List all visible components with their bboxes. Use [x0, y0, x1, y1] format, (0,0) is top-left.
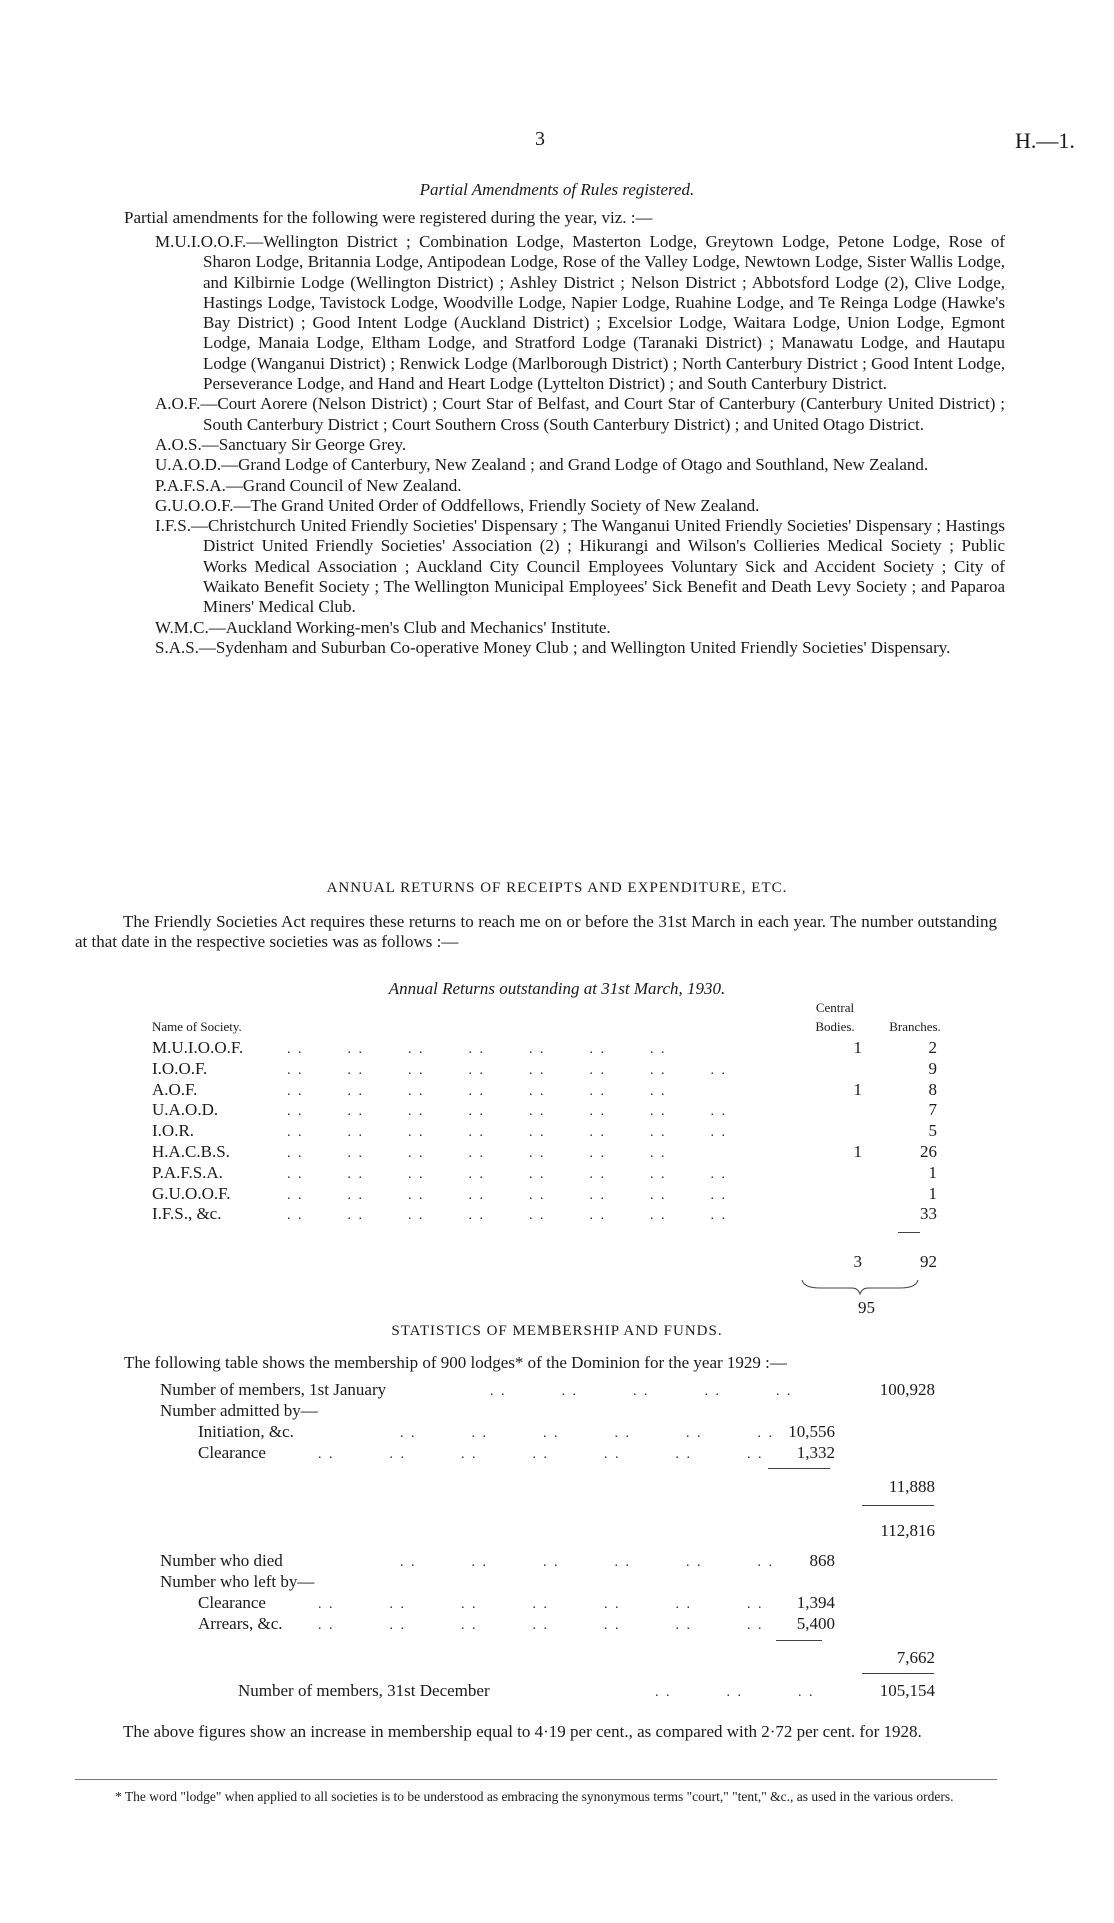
amendment-entry: M.U.I.O.O.F.—Wellington District ; Combination Lodge, Masterton Lodge, Greytown Lodge, Petone Lodge, Rose of Sharon Lodge, Britannia Lodge, Antipodean Lodge, Rose of the Valley Lodge, Newtown Lodge, Sister Wallis Lodge, and Kilbirnie Lodge (Wellington District) ; Ashley District ; Nelson District ; Abbotsford Lodge (2), Clive Lodge, Hastings Lodge, Tavistock Lodge, Woodville Lodge, Napier Lodge, Ruahine Lodge, and Te Reinga Lodge (Hawke's Bay District) ; Good Intent Lodge (Auckland District) ; Excelsior Lodge, Waitara Lodge, Union Lodge, Egmont Lodge, Manaia Lodge, Eltham Lodge, and Stratford Lodge (Taranaki District) ; Manawatu Lodge, and Hautapu Lodge (Wanganui District) ; Renwick Lodge (Marlborough District) ; North Canterbury District ; Good Intent Lodge, Perseverance Lodge, and Hand and Heart Lodge (Lyttelton District) ; and South Canterbury District.: [155, 232, 1005, 394]
membership-conclusion: The above figures show an increase in membership equal to 4·19 per cent., as compared with 2·72 per cent. for 1928.: [123, 1722, 922, 1741]
returns-table-title: Annual Returns outstanding at 31st March, 1930.: [388, 979, 726, 998]
branches-value: 33: [920, 1204, 937, 1224]
died-value: 868: [809, 1551, 835, 1570]
total-central: 3: [853, 1252, 862, 1271]
branches-value: 2: [928, 1038, 937, 1057]
document-reference: H.—1.: [1015, 128, 1075, 153]
clearance-out-label: Clearance: [198, 1593, 266, 1612]
arrears-label: Arrears, &c.: [198, 1614, 283, 1633]
table-row: P.A.F.S.A. . . . . . . . . . . . . . . . . 1: [152, 1162, 937, 1182]
society-name: G.U.O.O.F.: [152, 1183, 231, 1203]
col-central-1: Central: [815, 1000, 855, 1015]
returns-table: [152, 1038, 962, 1225]
partial-amendments-intro: Partial amendments for the following were registered during the year, viz. :—: [124, 208, 653, 227]
amendment-entry: G.U.O.O.F.—The Grand United Order of Oddfellows, Friendly Society of New Zealand.: [155, 495, 760, 515]
amendment-entry: W.M.C.—Auckland Working-men's Club and Mechanics' Institute.: [155, 617, 611, 637]
members-dec-value: 105,154: [879, 1681, 935, 1700]
central-value: 1: [853, 1038, 862, 1057]
footnote-rule: [75, 1779, 997, 1780]
clearance-out-value: 1,394: [796, 1593, 835, 1612]
branches-value: 1: [928, 1183, 937, 1203]
partial-amendments-title: Partial Amendments of Rules registered.: [419, 180, 695, 199]
amendment-entry: U.A.O.D.—Grand Lodge of Canterbury, New Zealand ; and Grand Lodge of Otago and Southland, New Zealand.: [155, 455, 929, 475]
col-central-2: Bodies.: [815, 1019, 855, 1034]
branches-value: 5: [928, 1121, 937, 1141]
left-label: Number who left by—: [160, 1572, 315, 1591]
table-row: I.O.R. . . . . . . . . . . . . . . . . 5: [152, 1121, 937, 1141]
table-row: A.O.F. . . . . . . . . . . . . . . 1 8: [152, 1079, 937, 1099]
central-value: 1: [853, 1141, 862, 1161]
amendment-entry: A.O.F.—Court Aorere (Nelson District) ; Court Star of Belfast, and Court Star of Canterbury (Canterbury United District) ; South Canterbury District ; Court Southern Cross (South Canterbury District) ; and United Otago District.: [155, 394, 1005, 434]
branches-value: 9: [928, 1058, 937, 1078]
admitted-total: 11,888: [888, 1477, 935, 1496]
initiation-label: Initiation, &c.: [198, 1422, 294, 1441]
footnote: * The word "lodge" when applied to all societies is to be understood as embracing the synonymous terms "court," "tent," &c., as used in the various orders.: [115, 1789, 954, 1804]
amendments-list: [155, 232, 1005, 658]
membership-heading: STATISTICS OF MEMBERSHIP AND FUNDS.: [391, 1323, 723, 1339]
members-dec-label: Number of members, 31st December: [238, 1681, 490, 1700]
branches-value: 8: [928, 1079, 937, 1099]
admitted-label: Number admitted by—: [160, 1401, 318, 1420]
table-row: H.A.C.B.S. . . . . . . . . . . . . . . 1 26: [152, 1141, 937, 1161]
society-name: U.A.O.D.: [152, 1100, 219, 1120]
clearance-in-value: 1,332: [796, 1443, 835, 1462]
society-name: P.A.F.S.A.: [152, 1162, 223, 1182]
members-jan-label: Number of members, 1st January: [160, 1380, 387, 1399]
initiation-value: 10,556: [788, 1422, 835, 1441]
col-branches: Branches.: [889, 1019, 941, 1034]
amendment-entry: A.O.S.—Sanctuary Sir George Grey.: [155, 434, 407, 454]
branches-value: 1: [928, 1162, 937, 1182]
died-label: Number who died: [160, 1551, 283, 1570]
amendment-entry: S.A.S.—Sydenham and Suburban Co-operative Money Club ; and Wellington United Friendly Societies' Dispensary.: [155, 637, 951, 657]
society-name: I.F.S., &c.: [152, 1204, 222, 1224]
left-total: 7,662: [896, 1648, 935, 1667]
table-row: I.O.O.F. . . . . . . . . . . . . . . . . 9: [152, 1058, 937, 1078]
membership-intro: The following table shows the membership of 900 lodges* of the Dominion for the year 1929 :—: [124, 1353, 787, 1372]
total-branches: 92: [920, 1252, 937, 1271]
arrears-value: 5,400: [796, 1614, 835, 1633]
annual-returns-paragraph: The Friendly Societies Act requires these returns to reach me on or before the 31st March in each year. The number outstanding at that date in the respective societies was as follows :—: [75, 912, 997, 952]
table-row: U.A.O.D. . . . . . . . . . . . . . . . . 7: [152, 1100, 937, 1120]
branches-value: 26: [920, 1141, 937, 1161]
society-name: H.A.C.B.S.: [152, 1141, 230, 1161]
clearance-in-label: Clearance: [198, 1443, 266, 1462]
table-row: G.U.O.O.F. . . . . . . . . . . . . . . . . 1: [152, 1183, 937, 1203]
subtotal-value: 112,816: [880, 1521, 935, 1540]
table-row: M.U.I.O.O.F. . . . . . . . . . . . . . . 1 2: [152, 1038, 937, 1057]
branches-value: 7: [928, 1100, 937, 1120]
rule: [862, 1673, 934, 1674]
rule: [768, 1468, 830, 1469]
society-name: M.U.I.O.O.F.: [152, 1038, 244, 1057]
total-brace: [800, 1278, 920, 1296]
page-number: 3: [535, 128, 545, 150]
col-name: Name of Society.: [152, 1019, 242, 1034]
society-name: I.O.O.F.: [152, 1058, 208, 1078]
rule: [862, 1505, 934, 1506]
members-jan-value: 100,928: [879, 1380, 935, 1399]
society-name: A.O.F.: [152, 1079, 198, 1099]
grand-total: 95: [858, 1298, 875, 1317]
table-row: I.F.S., &c. . . . . . . . . . . . . . . . . 33: [152, 1204, 937, 1224]
amendment-entry: I.F.S.—Christchurch United Friendly Societies' Dispensary ; The Wanganui United Friendly Societies' Dispensary ; Hastings District United Friendly Societies' Association (2) ; Hikurangi and Wilson's Collieries Medical Society ; Public Works Medical Association ; Auckland City Council Employees Voluntary Sick and Accident Society ; City of Waikato Benefit Society ; The Wellington Municipal Employees' Sick Benefit and Death Levy Society ; and Paparoa Miners' Medical Club.: [155, 516, 1005, 617]
annual-returns-heading: ANNUAL RETURNS OF RECEIPTS AND EXPENDITURE, ETC.: [326, 880, 788, 896]
rule: [776, 1640, 822, 1641]
total-rule: [898, 1232, 920, 1233]
amendment-entry: P.A.F.S.A.—Grand Council of New Zealand.: [155, 475, 462, 495]
central-value: 1: [853, 1079, 862, 1099]
society-name: I.O.R.: [152, 1121, 195, 1141]
